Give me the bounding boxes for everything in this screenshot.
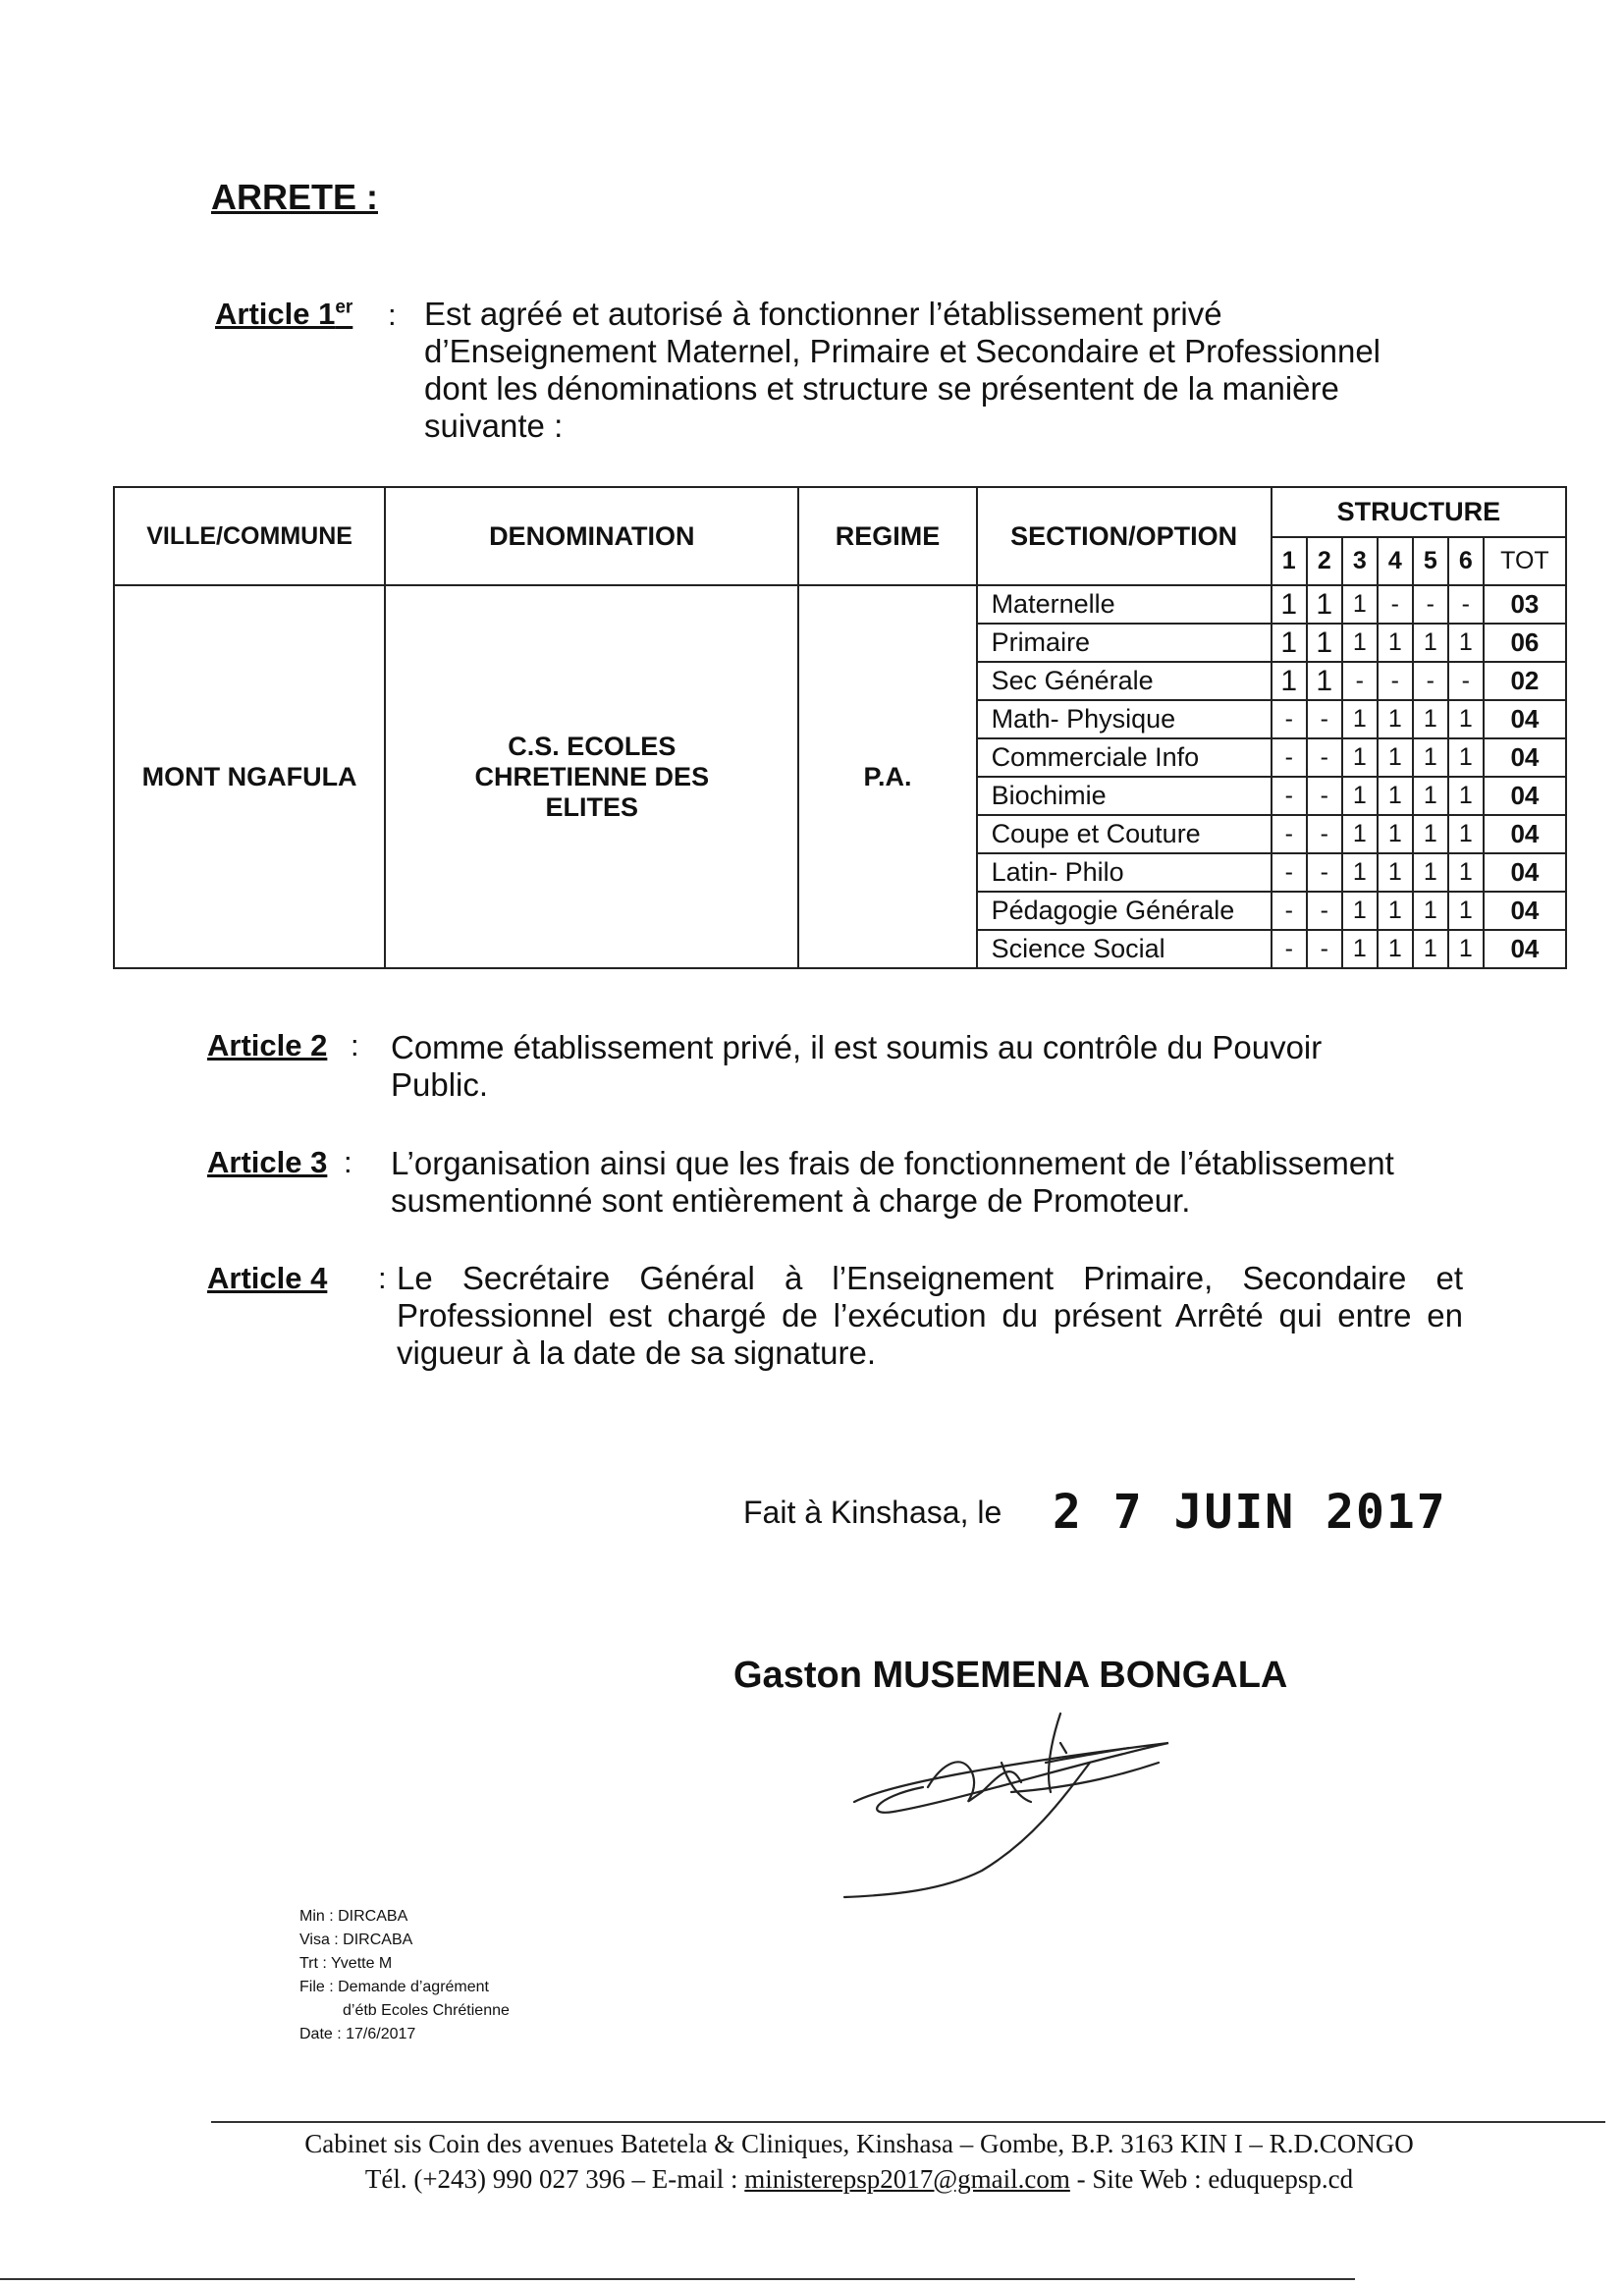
footer-divider — [211, 2121, 1605, 2123]
structure-cell: - — [1272, 815, 1307, 853]
structure-cell: 1 — [1413, 892, 1448, 930]
structure-cell: 1 — [1448, 738, 1484, 777]
col-6: 6 — [1448, 537, 1484, 585]
article1-label: Article 1er — [215, 297, 353, 331]
col-1: 1 — [1272, 537, 1307, 585]
date-stamp: 2 7 JUIN 2017 — [1053, 1485, 1447, 1540]
col-2: 2 — [1307, 537, 1342, 585]
article2-colon: : — [351, 1028, 359, 1062]
article4-label: Article 4 — [207, 1261, 328, 1295]
structure-cell: - — [1307, 892, 1342, 930]
option-cell: Maternelle — [977, 585, 1272, 624]
place-date-label: Fait à Kinshasa, le — [743, 1495, 1002, 1530]
total-cell: 04 — [1484, 815, 1566, 853]
option-cell: Science Social — [977, 930, 1272, 968]
structure-cell: - — [1272, 700, 1307, 738]
structure-cell: 1 — [1378, 815, 1413, 853]
footer-web: - Site Web : eduquepsp.cd — [1076, 2164, 1354, 2194]
structure-cell: 1 — [1342, 892, 1378, 930]
structure-cell: 1 — [1413, 700, 1448, 738]
structure-cell: 1 — [1413, 624, 1448, 662]
option-cell: Biochimie — [977, 777, 1272, 815]
header-ville: VILLE/COMMUNE — [114, 487, 385, 585]
option-cell: Coupe et Couture — [977, 815, 1272, 853]
structure-cell: 1 — [1448, 624, 1484, 662]
structure-cell: 1 — [1378, 624, 1413, 662]
article3-label: Article 3 — [207, 1145, 328, 1179]
structure-cell: 1 — [1378, 777, 1413, 815]
signature-image — [835, 1704, 1188, 1900]
structure-cell: 1 — [1378, 892, 1413, 930]
article3-text: L’organisation ainsi que les frais de fonctionnement de l’établissement susmentionné sont entièrement à charge de Promoteur. — [391, 1145, 1394, 1219]
header-regime: REGIME — [798, 487, 976, 585]
structure-cell: - — [1272, 777, 1307, 815]
col-3: 3 — [1342, 537, 1378, 585]
total-cell: 04 — [1484, 777, 1566, 815]
regime-cell: P.A. — [798, 585, 976, 968]
structure-cell: 1 — [1448, 853, 1484, 892]
structure-cell: 1 — [1378, 853, 1413, 892]
structure-cell: 1 — [1272, 662, 1307, 700]
structure-cell: 1 — [1448, 777, 1484, 815]
structure-cell: - — [1342, 662, 1378, 700]
structure-cell: - — [1272, 930, 1307, 968]
footer-contact — [196, 2161, 1522, 2197]
signatory-name: Gaston MUSEMENA BONGALA — [733, 1655, 1288, 1696]
bottom-divider — [0, 2278, 1355, 2280]
page-heading: ARRETE : — [211, 177, 378, 217]
structure-cell: 1 — [1413, 930, 1448, 968]
structure-cell: 1 — [1378, 700, 1413, 738]
structure-cell: 1 — [1448, 815, 1484, 853]
header-denomination: DENOMINATION — [385, 487, 798, 585]
total-cell: 04 — [1484, 738, 1566, 777]
structure-cell: 1 — [1342, 738, 1378, 777]
ref-file-cont: d’étb Ecoles Chrétienne — [343, 2002, 510, 2019]
structure-cell: 1 — [1272, 624, 1307, 662]
option-cell: Math- Physique — [977, 700, 1272, 738]
structure-cell: - — [1307, 815, 1342, 853]
structure-cell: 1 — [1342, 700, 1378, 738]
option-cell: Primaire — [977, 624, 1272, 662]
structure-cell: - — [1307, 853, 1342, 892]
article4-text: Le Secrétaire Général à l’Enseignement Primaire, Secondaire et Professionnel est chargé de l’exécution du présent Arrêté qui entre en vigueur à la date de sa signature. — [397, 1260, 1463, 1371]
col-tot: TOT — [1484, 537, 1566, 585]
article4-colon: : — [378, 1261, 387, 1295]
structure-cell: - — [1307, 930, 1342, 968]
total-cell: 04 — [1484, 930, 1566, 968]
option-cell: Commerciale Info — [977, 738, 1272, 777]
structure-cell: 1 — [1448, 930, 1484, 968]
denomination-text: C.S. ECOLES CHRETIENNE DES ELITES — [474, 731, 710, 822]
table-row — [114, 585, 1566, 624]
structure-cell: 1 — [1413, 853, 1448, 892]
structure-cell: - — [1378, 662, 1413, 700]
structure-cell: - — [1307, 777, 1342, 815]
structure-cell: 1 — [1413, 738, 1448, 777]
structure-cell: - — [1272, 853, 1307, 892]
ref-date: Date : 17/6/2017 — [299, 2026, 416, 2042]
ref-min: Min : DIRCABA — [299, 1908, 408, 1925]
structure-cell: 1 — [1272, 585, 1307, 624]
ref-trt: Trt : Yvette M — [299, 1955, 393, 1972]
header-structure: STRUCTURE — [1272, 487, 1566, 537]
structure-cell: - — [1272, 892, 1307, 930]
total-cell: 02 — [1484, 662, 1566, 700]
structure-cell: 1 — [1342, 624, 1378, 662]
article1-colon: : — [388, 298, 397, 332]
denomination-cell — [385, 585, 798, 968]
structure-cell: - — [1413, 662, 1448, 700]
footer-address: Cabinet sis Coin des avenues Batetela & Cliniques, Kinshasa – Gombe, B.P. 3163 KIN I – R.D.CONGO — [304, 2129, 1414, 2158]
structure-cell: - — [1448, 662, 1484, 700]
structure-table — [113, 486, 1567, 969]
structure-cell: 1 — [1342, 585, 1378, 624]
col-5: 5 — [1413, 537, 1448, 585]
option-cell: Pédagogie Générale — [977, 892, 1272, 930]
option-cell: Sec Générale — [977, 662, 1272, 700]
structure-cell: 1 — [1342, 930, 1378, 968]
article1-text: Est agréé et autorisé à fonctionner l’établissement privé d’Enseignement Maternel, Primaire et Secondaire et Professionnel dont les dénominations et structure se présentent de la manière suivante : — [424, 296, 1381, 444]
total-cell: 04 — [1484, 700, 1566, 738]
option-cell: Latin- Philo — [977, 853, 1272, 892]
structure-cell: 1 — [1448, 892, 1484, 930]
structure-cell: - — [1378, 585, 1413, 624]
structure-cell: 1 — [1342, 815, 1378, 853]
article3-colon: : — [344, 1145, 352, 1179]
structure-cell: 1 — [1378, 738, 1413, 777]
footer — [196, 2126, 1522, 2197]
structure-cell: 1 — [1413, 815, 1448, 853]
total-cell: 03 — [1484, 585, 1566, 624]
col-4: 4 — [1378, 537, 1413, 585]
footer-email-link[interactable]: ministerepsp2017@gmail.com — [744, 2164, 1070, 2194]
ville-cell: MONT NGAFULA — [114, 585, 385, 968]
total-cell: 06 — [1484, 624, 1566, 662]
ref-visa: Visa : DIRCABA — [299, 1932, 413, 1948]
structure-cell: 1 — [1413, 777, 1448, 815]
structure-cell: - — [1272, 738, 1307, 777]
article2-label: Article 2 — [207, 1028, 328, 1062]
total-cell: 04 — [1484, 892, 1566, 930]
structure-cell: - — [1448, 585, 1484, 624]
references-block — [299, 1905, 510, 2046]
structure-cell: 1 — [1342, 777, 1378, 815]
ref-file: File : Demande d’agrément — [299, 1979, 489, 1995]
header-section-option: SECTION/OPTION — [977, 487, 1272, 585]
structure-cell: 1 — [1307, 662, 1342, 700]
article2-text: Comme établissement privé, il est soumis au contrôle du Pouvoir Public. — [391, 1029, 1323, 1103]
structure-cell: 1 — [1307, 585, 1342, 624]
total-cell: 04 — [1484, 853, 1566, 892]
structure-cell: 1 — [1448, 700, 1484, 738]
structure-cell: 1 — [1378, 930, 1413, 968]
structure-cell: 1 — [1342, 853, 1378, 892]
footer-tel: Tél. (+243) 990 027 396 – E-mail : — [364, 2164, 738, 2194]
structure-cell: - — [1307, 700, 1342, 738]
structure-cell: - — [1307, 738, 1342, 777]
structure-cell: 1 — [1307, 624, 1342, 662]
structure-cell: - — [1413, 585, 1448, 624]
